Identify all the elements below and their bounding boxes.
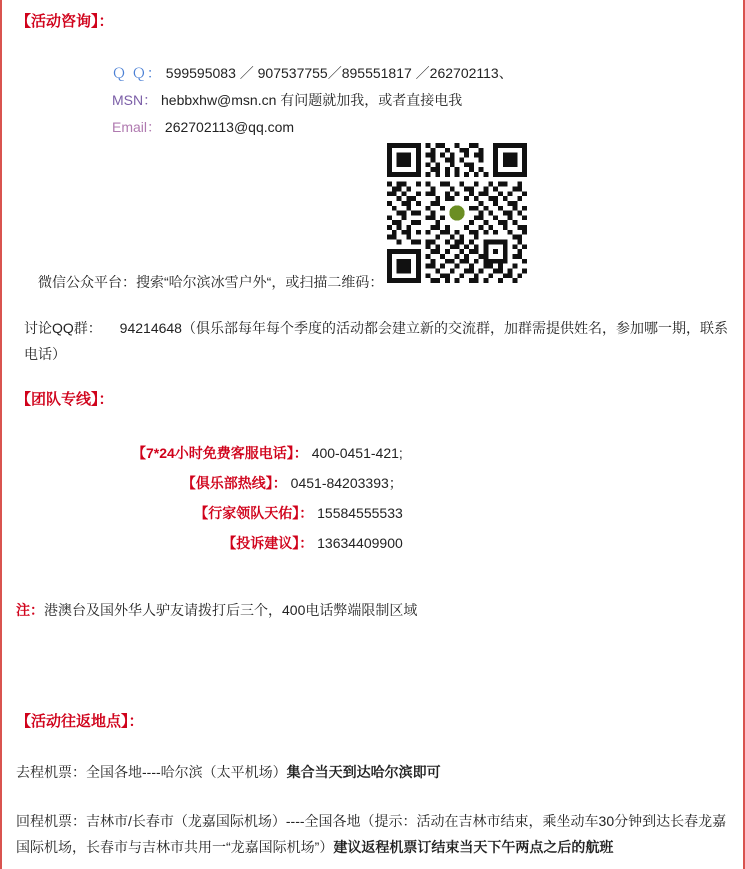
contact-row-qq: [112, 60, 513, 87]
phone-row-leader: [132, 498, 403, 528]
qq-group-number: 94214648: [119, 320, 182, 336]
return-text: 吉林市/长春市（龙嘉国际机场）----全国各地（提示：活动在吉林市结束，乘坐动车30分钟到达长春龙嘉国际机场，长春市与吉林市共用一“龙嘉国际机场”）: [16, 813, 727, 855]
note-line: [16, 600, 417, 620]
phone-row-club: [132, 468, 403, 498]
phone-value-service: 400-0451-421;: [311, 445, 403, 461]
qq-label: Ｑ Ｑ：: [112, 65, 162, 81]
wechat-value: 搜索“哈尔滨冰雪户外“，或扫描二维码：: [136, 274, 384, 290]
phone-label-service: 【7*24小时免费客服电话】：: [132, 445, 308, 461]
msn-value: hebbxhw@msn.cn 有问题就加我，或者直接电我: [161, 92, 463, 108]
return-label: 回程机票：: [16, 813, 86, 829]
contact-row-email: [112, 114, 513, 141]
phone-value-club: 0451-84203393；: [290, 475, 403, 491]
return-flight-line: [16, 808, 732, 860]
qq-group-label: 讨论QQ群：: [24, 320, 102, 336]
email-label: Email：: [112, 119, 162, 135]
msn-label: MSN：: [112, 92, 158, 108]
section-title-activity-consult: 【活动咨询】：: [16, 13, 114, 30]
wechat-label: 微信公众平台：: [38, 274, 136, 290]
qq-value: 599595083 ／ 907537755／895551817 ／262702113、: [165, 65, 513, 81]
phone-row-service: [132, 438, 403, 468]
phone-value-leader: 15584555533: [317, 505, 403, 521]
contact-list: [112, 60, 513, 141]
qr-code-icon: [387, 143, 527, 283]
note-key: 注：: [16, 602, 44, 618]
outbound-emphasis: 集合当天到达哈尔滨即可: [286, 764, 441, 780]
phone-value-complaint: 13634409900: [317, 535, 403, 551]
outbound-text: 全国各地----哈尔滨（太平机场）: [86, 764, 287, 780]
qq-group-note: （俱乐部每年每个季度的活动都会建立新的交流群，加群需提供姓名，参加哪一期，联系电话）: [24, 320, 728, 362]
outbound-flight-line: [16, 762, 441, 782]
outbound-label: 去程机票：: [16, 764, 86, 780]
contact-row-msn: [112, 87, 513, 114]
wechat-line: [38, 272, 383, 292]
phone-label-club: 【俱乐部热线】：: [181, 475, 287, 491]
note-text: 港澳台及国外华人驴友请拨打后三个，400电话弊端限制区域: [44, 602, 418, 618]
phone-label-complaint: 【投诉建议】：: [222, 535, 314, 551]
section-title-team-line: 【团队专线】：: [16, 391, 114, 408]
phone-list: [132, 438, 403, 558]
qr-code-svg: [387, 143, 527, 283]
phone-row-complaint: [132, 528, 403, 558]
qq-group-line: [24, 315, 739, 367]
email-value: 262702113@qq.com: [164, 119, 295, 135]
return-emphasis: 建议返程机票订结束当天下午两点之后的航班: [333, 839, 614, 855]
section-title-trip-location: 【活动往返地点】：: [16, 713, 144, 730]
phone-label-leader: 【行家领队天佑】：: [194, 505, 314, 521]
